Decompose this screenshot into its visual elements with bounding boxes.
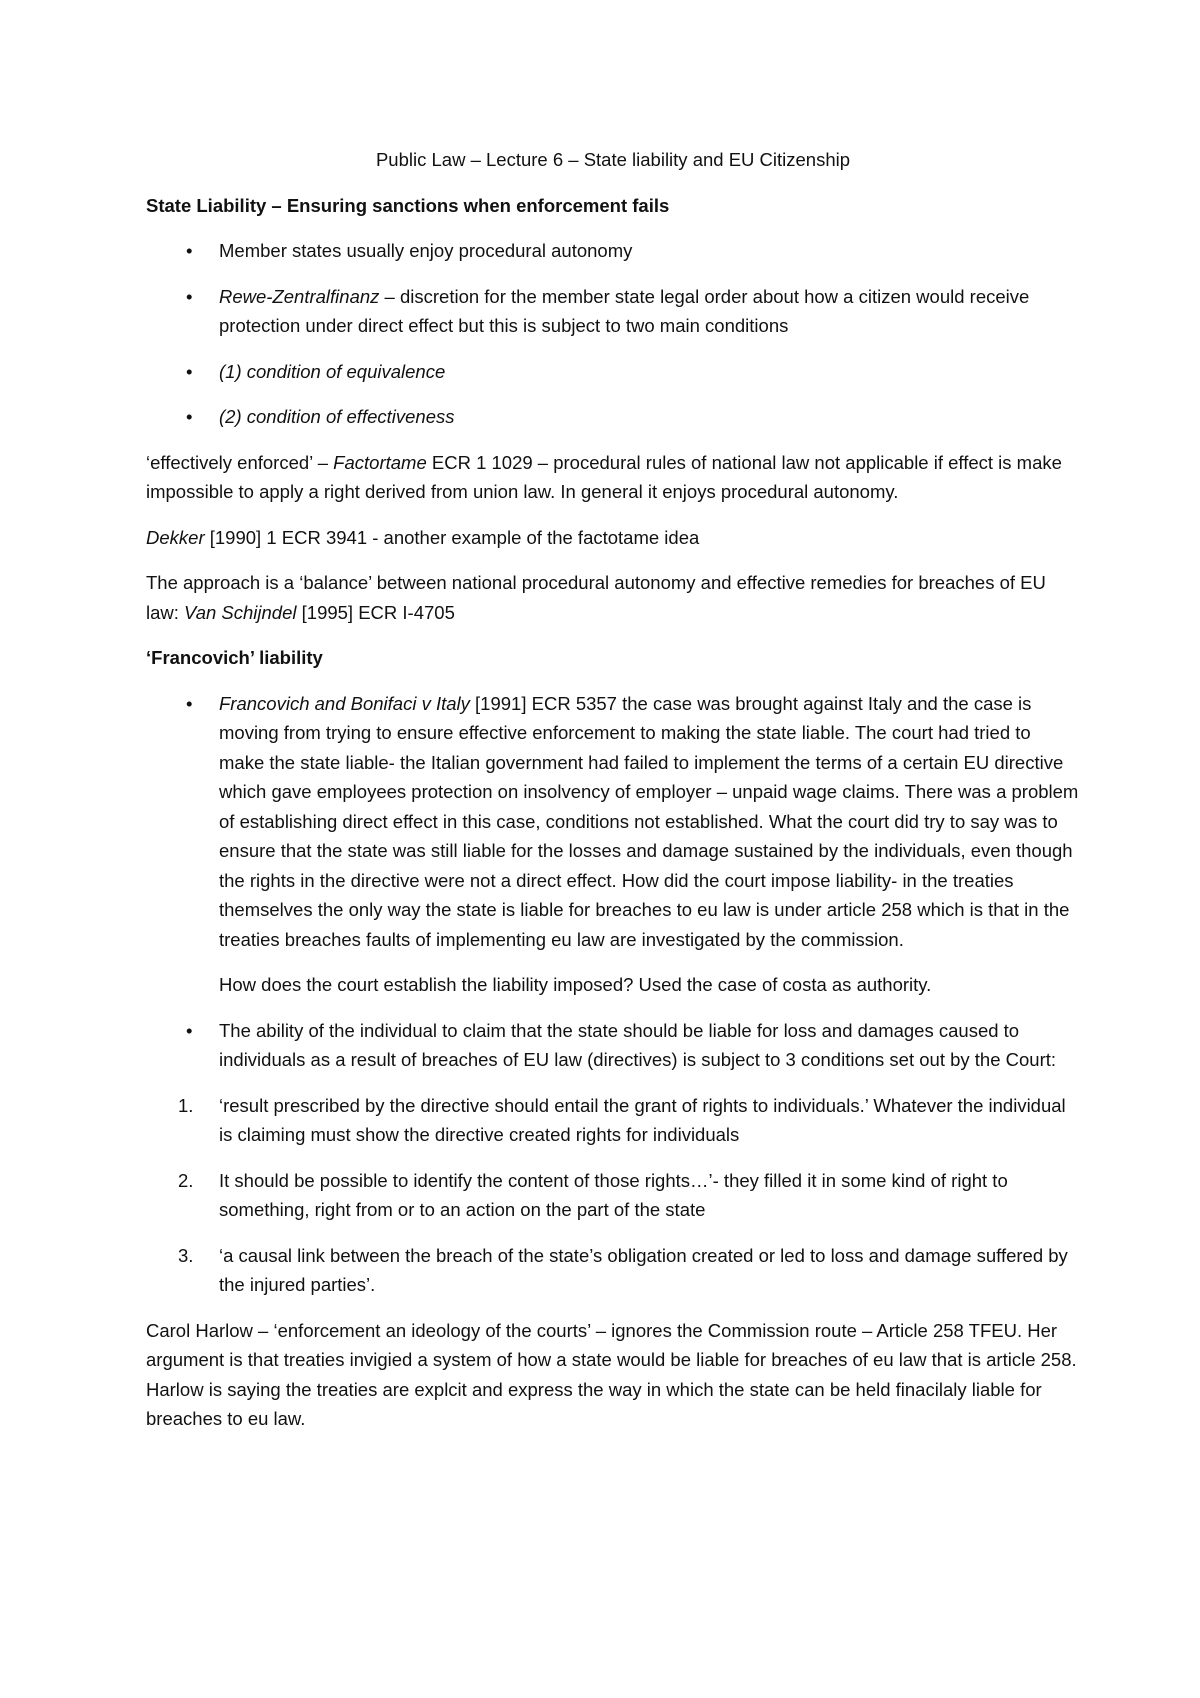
condition-item <box>146 1091 1080 1150</box>
indented-question: How does the court establish the liability imposed? Used the case of costa as authority. <box>219 974 932 995</box>
francovich-bullet-list-2 <box>146 1016 1080 1075</box>
case-name: Dekker <box>146 526 205 548</box>
condition-number: 1. <box>178 1094 194 1116</box>
text-run: ECR 1 1029 – procedural rules of national law not applicable if effect is make impossible to apply a right derived from union law. In general it enjoys procedural autonomy. <box>146 451 1062 502</box>
paragraph-dekker <box>146 523 1080 553</box>
case-name: Factortame <box>333 451 427 473</box>
bullet-text: (2) condition of effectiveness <box>219 406 455 427</box>
text-run: [1990] 1 ECR 3941 - another example of the factotame idea <box>204 526 700 548</box>
text-run: The approach is a ‘balance’ between national procedural autonomy and effective remedies for breaches of EU law: <box>146 572 1046 623</box>
paragraph-carol-harlow: Carol Harlow – ‘enforcement an ideology of the courts’ – ignores the Commission route – Article 258 TFEU. Her argument is that treaties invigied a system of how a state would be liable for breaches of eu law that is article 258. Harlow is saying the treaties are explcit and express the way in which the state can be held finacilaly liable for breaches to eu law. <box>146 1319 1077 1429</box>
case-name: Van Schijndel <box>184 601 297 623</box>
bullet-effectiveness <box>146 402 1080 432</box>
text-run: ‘effectively enforced’ – <box>146 451 334 473</box>
case-name: Rewe-Zentralfinanz <box>219 285 380 307</box>
bullet-text: The ability of the individual to claim that the state should be liable for loss and damages caused to individuals as a result of breaches of EU law (directives) is subject to 3 conditions set out by the Court: <box>219 1019 1057 1070</box>
condition-item <box>146 1166 1080 1225</box>
bullet-text: Member states usually enjoy procedural autonomy <box>219 240 633 261</box>
bullet-equivalence <box>146 357 1080 387</box>
condition-text: ‘a causal link between the breach of the state’s obligation created or led to loss and damage suffered by the injured parties’. <box>219 1244 1068 1295</box>
section-heading-state-liability: State Liability – Ensuring sanctions when enforcement fails <box>146 194 670 216</box>
paragraph-effectively-enforced <box>146 448 1080 507</box>
condition-text: ‘result prescribed by the directive should entail the grant of rights to individuals.’ Whatever the individual is claiming must show the directive created rights for individuals <box>219 1094 1066 1145</box>
conditions-list <box>146 1091 1080 1300</box>
case-name: Francovich and Bonifaci v Italy <box>219 692 470 714</box>
text-run: [1995] ECR I-4705 <box>296 601 455 623</box>
condition-text: It should be possible to identify the content of those rights…’- they filled it in some kind of right to something, right from or to an action on the part of the state <box>219 1169 1008 1220</box>
bullet-three-conditions <box>146 1016 1080 1075</box>
condition-item <box>146 1241 1080 1300</box>
state-liability-bullet-list <box>146 236 1080 432</box>
bullet-text: (1) condition of equivalence <box>219 360 446 382</box>
bullet-text: – discretion for the member state legal order about how a citizen would receive protection under direct effect but this is subject to two main conditions <box>219 285 1030 336</box>
bullet-text: [1991] ECR 5357 the case was brought against Italy and the case is moving from trying to ensure effective enforcement to making the state liable. The court had tried to make the state liable- the Italian government had failed to implement the terms of a certain EU directive which gave employees protection on insolvency of employer – unpaid wage claims. There was a problem of establishing direct effect in this case, conditions not established. What the court did try to say was to ensure that the state was still liable for the losses and damage sustained by the individuals, even though the rights in the directive were not a direct effect. How did the court impose liability- in the treaties themselves the only way the state is liable for breaches to eu law is under article 258 which is that in the treaties breaches faults of implementing eu law are investigated by the commission. <box>219 692 1079 950</box>
paragraph-balance <box>146 568 1080 627</box>
document-title: Public Law – Lecture 6 – State liability and EU Citizenship <box>375 149 851 170</box>
condition-number: 3. <box>178 1244 194 1266</box>
bullet-procedural-autonomy <box>146 236 1080 266</box>
condition-number: 2. <box>178 1169 194 1191</box>
bullet-rewe <box>146 282 1080 341</box>
section-heading-francovich: ‘Francovich’ liability <box>146 647 323 668</box>
francovich-bullet-list <box>146 689 1080 955</box>
bullet-francovich-case <box>146 689 1080 955</box>
